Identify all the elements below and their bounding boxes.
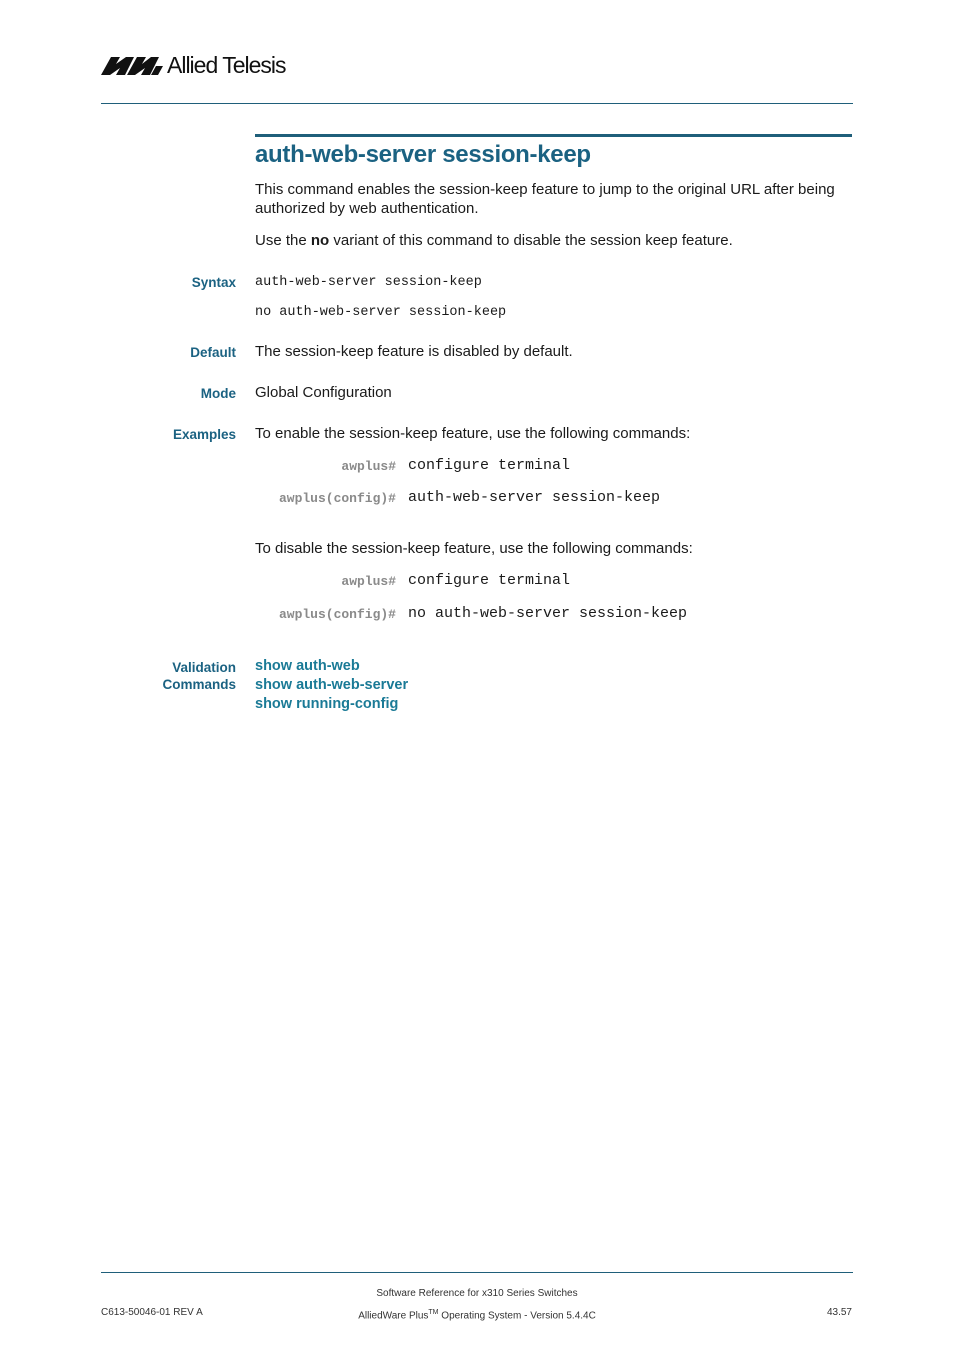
mode-label: Mode (200, 386, 236, 401)
example-command: configure terminal (408, 457, 571, 474)
no-keyword: no (310, 232, 330, 249)
example-command: configure terminal (408, 572, 571, 589)
footer-title: Software Reference for x310 Series Switches (376, 1288, 578, 1299)
example-command: auth-web-server session-keep (408, 489, 661, 506)
syntax-line-2: no auth-web-server session-keep (255, 305, 507, 320)
link-show-running-config[interactable]: show running-config (255, 696, 399, 712)
default-label: Default (190, 345, 236, 360)
example-command: no auth-web-server session-keep (408, 605, 688, 622)
enable-intro: To enable the session-keep feature, use the following commands: (255, 425, 691, 442)
example-prompt: awplus(config)# (278, 607, 396, 622)
company-logo (101, 52, 286, 78)
page-title: auth-web-server session-keep (255, 141, 591, 168)
footer-divider (101, 1272, 853, 1273)
no-variant-paragraph: Use the no variant of this command to disable the session keep feature. (255, 232, 733, 249)
title-divider (255, 134, 852, 137)
footer-version: AlliedWare Plus™ Operating System - Version 5.4.4C (358, 1309, 596, 1322)
syntax-label: Syntax (191, 275, 236, 290)
allied-telesis-logo-icon (101, 54, 163, 76)
disable-intro: To disable the session-keep feature, use the following commands: (255, 540, 693, 557)
validation-label: Validation Commands (162, 660, 236, 692)
example-prompt: awplus(config)# (278, 491, 396, 506)
syntax-line-1: auth-web-server session-keep (255, 275, 482, 290)
example-prompt: awplus# (341, 459, 396, 474)
link-show-auth-web[interactable]: show auth-web (255, 658, 360, 674)
example-prompt: awplus# (341, 574, 396, 589)
header-divider (101, 103, 853, 104)
intro-paragraph: This command enables the session-keep feature to jump to the original URL after being authorized by web authentication. (255, 181, 835, 217)
examples-label: Examples (172, 427, 236, 442)
logo-text: Allied Telesis (167, 52, 286, 78)
default-text: The session-keep feature is disabled by default. (255, 343, 573, 360)
mode-text: Global Configuration (255, 384, 392, 401)
footer-doc-id: C613-50046-01 REV A (101, 1307, 203, 1318)
footer-page-number: 43.57 (826, 1307, 852, 1318)
link-show-auth-web-server[interactable]: show auth-web-server (255, 677, 409, 693)
